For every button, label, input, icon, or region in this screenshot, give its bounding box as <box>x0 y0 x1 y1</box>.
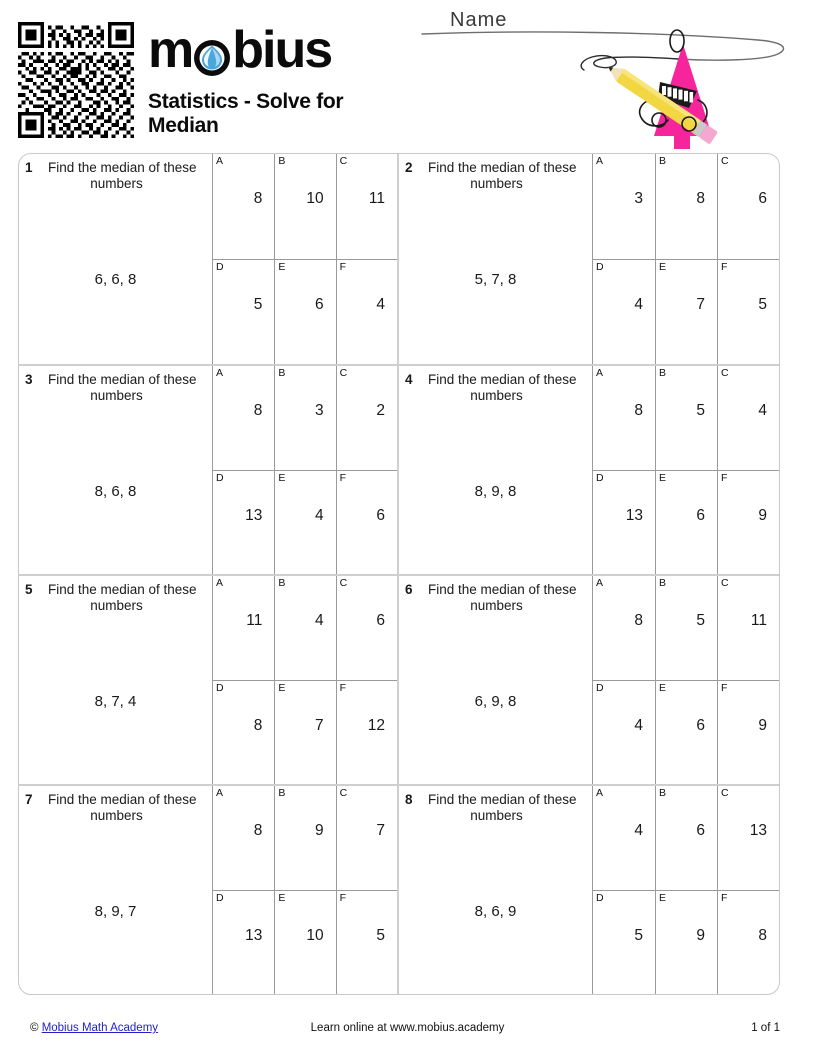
question-cell <box>19 154 399 364</box>
answer-option[interactable] <box>717 471 779 574</box>
option-value: 13 <box>625 507 643 524</box>
option-letter: F <box>339 261 347 273</box>
answer-option[interactable] <box>593 260 655 364</box>
question-cell <box>399 366 779 574</box>
option-value: 9 <box>315 822 324 839</box>
mobius-logo <box>148 22 398 78</box>
option-letter: F <box>721 892 728 904</box>
option-value: 5 <box>253 296 263 313</box>
option-letter: F <box>339 472 347 484</box>
option-value: 9 <box>758 717 767 734</box>
option-letter: F <box>339 892 347 904</box>
option-value: 8 <box>758 927 767 944</box>
option-letter: E <box>278 261 286 273</box>
answer-option[interactable] <box>213 154 274 259</box>
copyright-link[interactable]: Mobius Math Academy <box>41 1022 159 1034</box>
option-value: 6 <box>696 507 705 524</box>
question-values: 8, 6, 9 <box>474 903 517 920</box>
page-footer <box>0 1022 815 1050</box>
option-letter: B <box>659 577 667 589</box>
answer-option[interactable] <box>274 681 335 784</box>
answer-option[interactable] <box>336 576 397 680</box>
answer-options-row-1 <box>593 576 779 680</box>
option-letter: B <box>278 577 286 589</box>
brand-block <box>148 22 398 138</box>
option-value: 6 <box>376 612 385 629</box>
answer-option[interactable] <box>717 366 779 470</box>
option-value: 5 <box>634 927 643 944</box>
question-row <box>19 364 779 574</box>
option-value: 8 <box>634 402 643 419</box>
learn-online-text: Learn online at www.mobius.academy <box>310 1022 505 1034</box>
answer-option[interactable] <box>336 471 397 574</box>
answer-option[interactable] <box>593 471 655 574</box>
option-value: 5 <box>758 296 767 313</box>
answer-option[interactable] <box>655 786 717 890</box>
question-number: 6 <box>405 582 413 597</box>
question-cell <box>19 786 399 994</box>
question-number: 4 <box>405 372 413 387</box>
option-letter: A <box>216 577 224 589</box>
answer-option[interactable] <box>274 366 335 470</box>
question-values: 8, 9, 8 <box>474 483 517 500</box>
answer-options-row-1 <box>213 576 397 680</box>
question-prompt-line <box>405 160 588 192</box>
question-number: 2 <box>405 160 413 175</box>
option-letter: E <box>659 892 667 904</box>
answer-options <box>212 154 397 364</box>
answer-options-row-1 <box>213 786 397 890</box>
answer-option[interactable] <box>717 786 779 890</box>
question-prompt-line <box>25 582 208 614</box>
option-letter: A <box>596 577 604 589</box>
answer-option[interactable] <box>336 260 397 364</box>
option-value: 10 <box>306 927 324 944</box>
question-cell <box>399 786 779 994</box>
answer-options-row-2 <box>213 470 397 574</box>
question-number: 8 <box>405 792 413 807</box>
option-value: 10 <box>306 190 324 207</box>
answer-option[interactable] <box>336 366 397 470</box>
brand-text-pre: m <box>148 21 193 79</box>
option-value: 9 <box>758 507 767 524</box>
answer-options <box>212 366 397 574</box>
answer-option[interactable] <box>336 681 397 784</box>
answer-options-row-1 <box>593 786 779 890</box>
answer-option[interactable] <box>213 891 274 994</box>
question-values: 8, 7, 4 <box>94 693 137 710</box>
option-value: 8 <box>696 190 705 207</box>
question-prompt-line <box>25 160 208 192</box>
option-value: 4 <box>315 612 324 629</box>
option-letter: A <box>216 155 224 167</box>
option-value: 8 <box>634 612 643 629</box>
option-letter: A <box>596 155 604 167</box>
answer-option[interactable] <box>593 891 655 994</box>
answer-option[interactable] <box>593 576 655 680</box>
option-letter: A <box>216 787 224 799</box>
answer-options-row-2 <box>213 890 397 994</box>
option-letter: D <box>596 261 604 273</box>
option-letter: C <box>721 155 729 167</box>
question-text: Find the median of these numbers <box>427 160 577 191</box>
answer-options-row-2 <box>593 680 779 784</box>
answer-option[interactable] <box>274 891 335 994</box>
question-prompt-line <box>405 582 588 614</box>
option-letter: C <box>339 367 348 379</box>
option-value: 8 <box>253 402 263 419</box>
option-letter: F <box>721 682 728 694</box>
option-letter: D <box>216 472 224 484</box>
question-values: 6, 6, 8 <box>94 271 137 288</box>
option-letter: E <box>659 261 667 273</box>
answer-options <box>592 154 779 364</box>
option-value: 3 <box>634 190 643 207</box>
option-value: 7 <box>315 717 324 734</box>
answer-option[interactable] <box>213 786 274 890</box>
answer-option[interactable] <box>655 366 717 470</box>
answer-options-row-1 <box>213 366 397 470</box>
question-prompt-line <box>405 372 588 404</box>
name-field-area <box>410 4 815 149</box>
question-text: Find the median of these numbers <box>47 582 197 613</box>
option-value: 4 <box>376 296 385 313</box>
option-value: 13 <box>245 927 263 944</box>
answer-option[interactable] <box>213 366 274 470</box>
option-letter: B <box>278 787 286 799</box>
answer-option[interactable] <box>593 681 655 784</box>
answer-option[interactable] <box>274 260 335 364</box>
option-value: 8 <box>253 190 263 207</box>
option-letter: A <box>596 787 604 799</box>
option-value: 5 <box>376 927 385 944</box>
option-value: 13 <box>245 507 263 524</box>
option-value: 8 <box>253 717 263 734</box>
answer-option[interactable] <box>274 576 335 680</box>
answer-option[interactable] <box>655 471 717 574</box>
question-text: Find the median of these numbers <box>427 792 577 823</box>
answer-option[interactable] <box>213 260 274 364</box>
mobius-droplet-icon <box>193 34 231 72</box>
question-row <box>19 154 779 364</box>
option-letter: A <box>596 367 604 379</box>
answer-options-row-2 <box>213 680 397 784</box>
option-value: 6 <box>758 190 767 207</box>
question-prompt <box>19 576 212 784</box>
name-label: Name <box>450 9 508 31</box>
question-row <box>19 574 779 784</box>
option-value: 7 <box>696 296 705 313</box>
option-value: 4 <box>634 822 643 839</box>
question-prompt <box>19 366 212 574</box>
option-value: 4 <box>634 296 643 313</box>
option-letter: F <box>721 261 728 273</box>
answer-options <box>592 576 779 784</box>
page-number: 1 of 1 <box>751 1022 780 1034</box>
page-title: Statistics - Solve for Median <box>148 90 344 137</box>
question-text: Find the median of these numbers <box>47 792 197 823</box>
answer-option[interactable] <box>213 576 274 680</box>
question-prompt <box>399 366 592 574</box>
question-number: 1 <box>25 160 33 175</box>
question-number: 3 <box>25 372 33 387</box>
answer-option[interactable] <box>717 576 779 680</box>
worksheet-grid <box>18 153 780 995</box>
answer-option[interactable] <box>593 366 655 470</box>
answer-options <box>592 366 779 574</box>
question-values: 8, 6, 8 <box>94 483 137 500</box>
option-letter: D <box>596 892 604 904</box>
option-letter: A <box>216 367 224 379</box>
option-letter: D <box>596 472 604 484</box>
question-prompt <box>399 154 592 364</box>
answer-option[interactable] <box>274 786 335 890</box>
question-text: Find the median of these numbers <box>427 372 577 403</box>
option-value: 4 <box>634 717 643 734</box>
answer-option[interactable] <box>655 154 717 259</box>
option-value: 6 <box>696 717 705 734</box>
option-letter: B <box>278 155 286 167</box>
answer-option[interactable] <box>336 786 397 890</box>
question-cell <box>399 154 779 364</box>
answer-option[interactable] <box>655 681 717 784</box>
brand-text-post: bius <box>232 21 332 79</box>
question-row <box>19 784 779 994</box>
question-prompt-line <box>25 792 208 824</box>
option-letter: E <box>659 472 667 484</box>
answer-options-row-2 <box>593 470 779 574</box>
answer-options-row-2 <box>593 259 779 364</box>
option-value: 6 <box>376 507 385 524</box>
qr-code-icon[interactable] <box>14 22 138 138</box>
answer-options-row-1 <box>593 366 779 470</box>
answer-option[interactable] <box>717 681 779 784</box>
option-letter: D <box>216 892 224 904</box>
answer-options <box>212 786 397 994</box>
answer-option[interactable] <box>336 154 397 259</box>
option-letter: B <box>659 155 667 167</box>
page-header <box>0 0 815 148</box>
question-prompt <box>19 154 212 364</box>
answer-option[interactable] <box>274 154 335 259</box>
option-letter: C <box>721 577 729 589</box>
answer-options-row-1 <box>213 154 397 259</box>
answer-option[interactable] <box>213 681 274 784</box>
question-number: 7 <box>25 792 33 807</box>
option-letter: D <box>216 682 224 694</box>
option-letter: D <box>596 682 604 694</box>
answer-option[interactable] <box>717 891 779 994</box>
answer-option[interactable] <box>717 260 779 364</box>
answer-option[interactable] <box>655 260 717 364</box>
option-value: 13 <box>749 822 767 839</box>
answer-options-row-2 <box>213 259 397 364</box>
option-value: 2 <box>376 402 385 419</box>
option-letter: C <box>339 787 348 799</box>
option-value: 11 <box>246 612 263 629</box>
option-value: 6 <box>315 296 324 313</box>
answer-option[interactable] <box>655 891 717 994</box>
question-cell <box>19 576 399 784</box>
option-value: 11 <box>750 612 767 629</box>
option-value: 11 <box>368 190 385 207</box>
option-value: 4 <box>758 402 767 419</box>
option-letter: C <box>721 367 729 379</box>
question-number: 5 <box>25 582 33 597</box>
answer-option[interactable] <box>336 891 397 994</box>
option-letter: E <box>278 472 286 484</box>
option-letter: C <box>339 577 348 589</box>
question-prompt <box>399 786 592 994</box>
option-letter: F <box>339 682 347 694</box>
question-text: Find the median of these numbers <box>47 372 197 403</box>
answer-option[interactable] <box>593 154 655 259</box>
option-value: 5 <box>696 402 705 419</box>
question-values: 5, 7, 8 <box>474 271 517 288</box>
question-prompt-line <box>25 372 208 404</box>
option-value: 6 <box>696 822 705 839</box>
option-value: 4 <box>315 507 324 524</box>
question-prompt <box>399 576 592 784</box>
option-letter: B <box>659 367 667 379</box>
question-values: 8, 9, 7 <box>94 903 137 920</box>
question-text: Find the median of these numbers <box>427 582 577 613</box>
question-text: Find the median of these numbers <box>47 160 197 191</box>
question-cell <box>399 576 779 784</box>
question-cell <box>19 366 399 574</box>
answer-option[interactable] <box>717 154 779 259</box>
answer-option[interactable] <box>274 471 335 574</box>
copyright-symbol: © <box>30 1022 39 1034</box>
option-value: 12 <box>367 717 385 734</box>
option-value: 7 <box>376 822 385 839</box>
answer-option[interactable] <box>655 576 717 680</box>
answer-option[interactable] <box>593 786 655 890</box>
pink-triangle-mascot-with-pencil-icon <box>410 4 815 149</box>
question-prompt <box>19 786 212 994</box>
option-letter: C <box>721 787 729 799</box>
option-letter: E <box>278 682 286 694</box>
question-prompt-line <box>405 792 588 824</box>
option-value: 5 <box>696 612 705 629</box>
option-letter: C <box>339 155 348 167</box>
answer-options-row-2 <box>593 890 779 994</box>
answer-options-row-1 <box>593 154 779 259</box>
option-letter: E <box>278 892 286 904</box>
option-letter: B <box>278 367 286 379</box>
option-letter: B <box>659 787 667 799</box>
option-value: 3 <box>315 402 324 419</box>
answer-options <box>212 576 397 784</box>
answer-options <box>592 786 779 994</box>
option-value: 8 <box>253 822 263 839</box>
answer-option[interactable] <box>213 471 274 574</box>
option-letter: E <box>659 682 667 694</box>
option-letter: F <box>721 472 728 484</box>
option-value: 9 <box>696 927 705 944</box>
option-letter: D <box>216 261 224 273</box>
question-values: 6, 9, 8 <box>474 693 517 710</box>
